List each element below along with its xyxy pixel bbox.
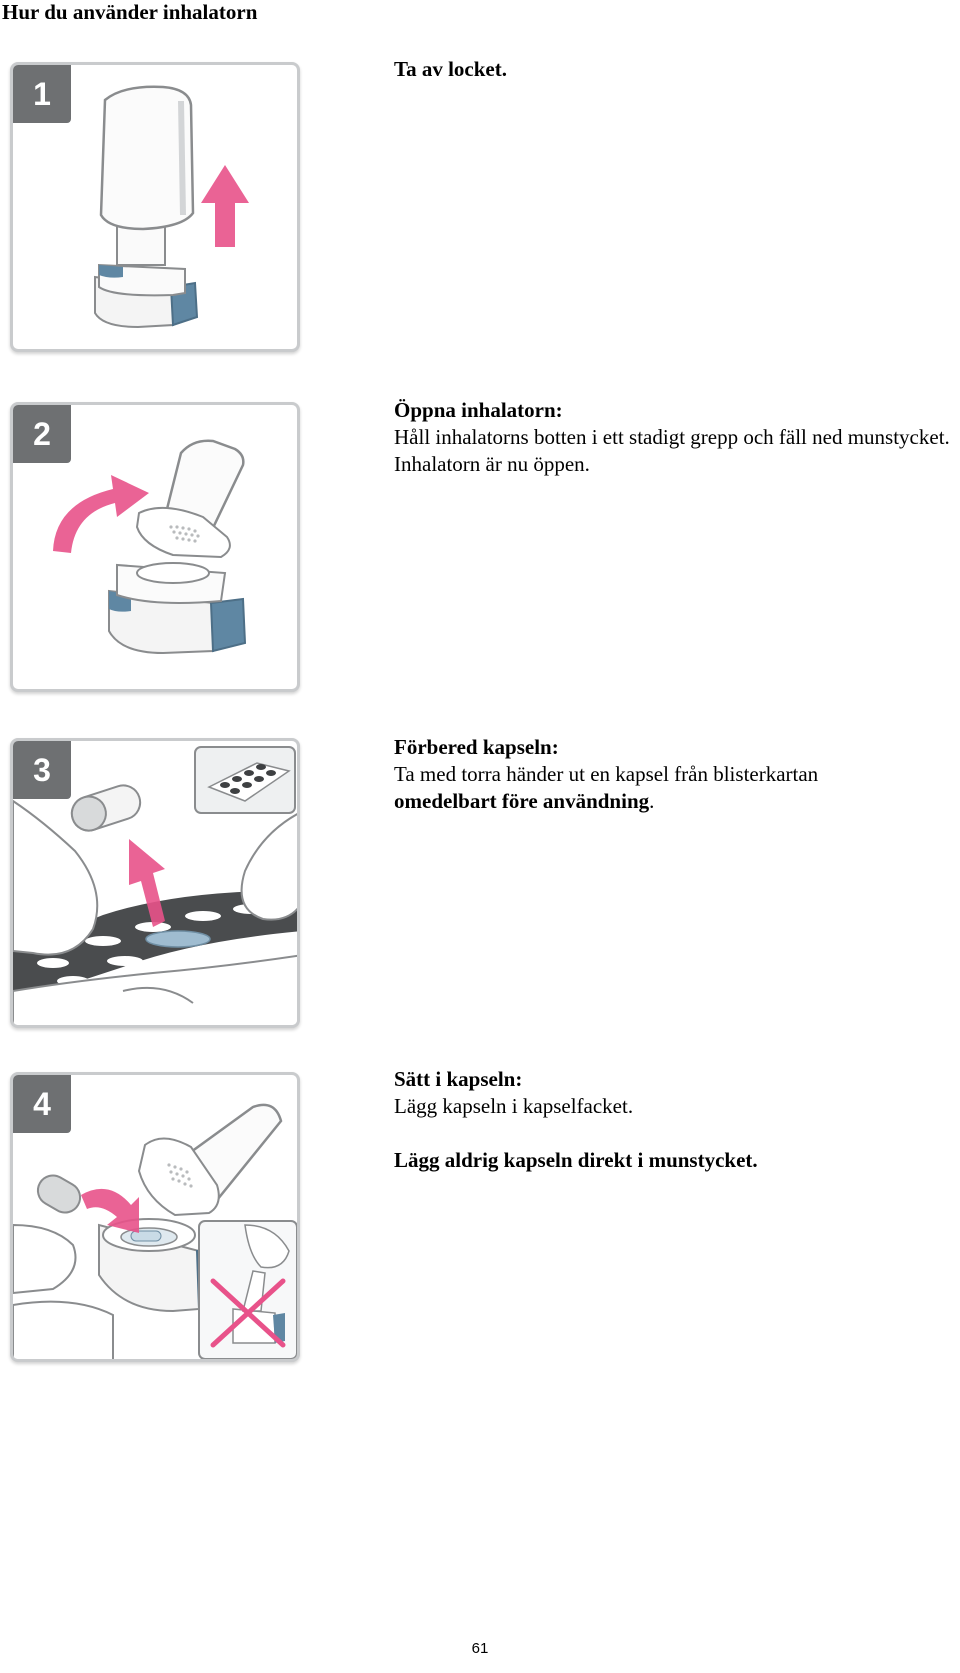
- page-title: Hur du använder inhalatorn: [2, 0, 258, 24]
- step-body-emphasis: omedelbart före användning: [394, 789, 650, 813]
- step-heading: Förbered kapseln:: [394, 735, 559, 759]
- step-warning: Lägg aldrig kapseln direkt i munstycket.: [394, 1148, 758, 1172]
- curved-arrow-icon: [53, 475, 149, 553]
- step-4-illustration: [10, 1072, 300, 1362]
- step-body-line: [394, 788, 954, 815]
- step-number-badge: 1: [13, 65, 71, 123]
- step-2-text: [394, 397, 954, 478]
- blister-card-icon: [195, 747, 295, 813]
- step-number-badge: 2: [13, 405, 71, 463]
- step-3-illustration: [10, 738, 300, 1028]
- capsule-icon: [67, 781, 144, 835]
- step-3-text: [394, 734, 954, 815]
- step-heading: Öppna inhalatorn:: [394, 398, 563, 422]
- capsule-icon: [32, 1170, 85, 1218]
- step-body-end: .: [649, 789, 655, 813]
- step-body: Ta med torra händer ut en kapsel från blisterkartan: [394, 762, 819, 786]
- page-number: 61: [471, 1640, 489, 1657]
- step-4-text: [394, 1066, 954, 1174]
- step-number-badge: 3: [13, 741, 71, 799]
- step-1-illustration: [10, 62, 300, 352]
- step-1-text: [394, 56, 954, 83]
- arrow-up-icon: [201, 165, 249, 247]
- step-heading: Ta av locket.: [394, 57, 507, 81]
- step-2-illustration: [10, 402, 300, 692]
- step-heading: Sätt i kapseln:: [394, 1067, 523, 1091]
- step-number-badge: 4: [13, 1075, 71, 1133]
- step-body: Lägg kapseln i kapselfacket.: [394, 1094, 634, 1118]
- step-body: Håll inhalatorns botten i ett stadigt grepp och fäll ned munstycket. Inhalatorn är nu öppen.: [394, 425, 950, 476]
